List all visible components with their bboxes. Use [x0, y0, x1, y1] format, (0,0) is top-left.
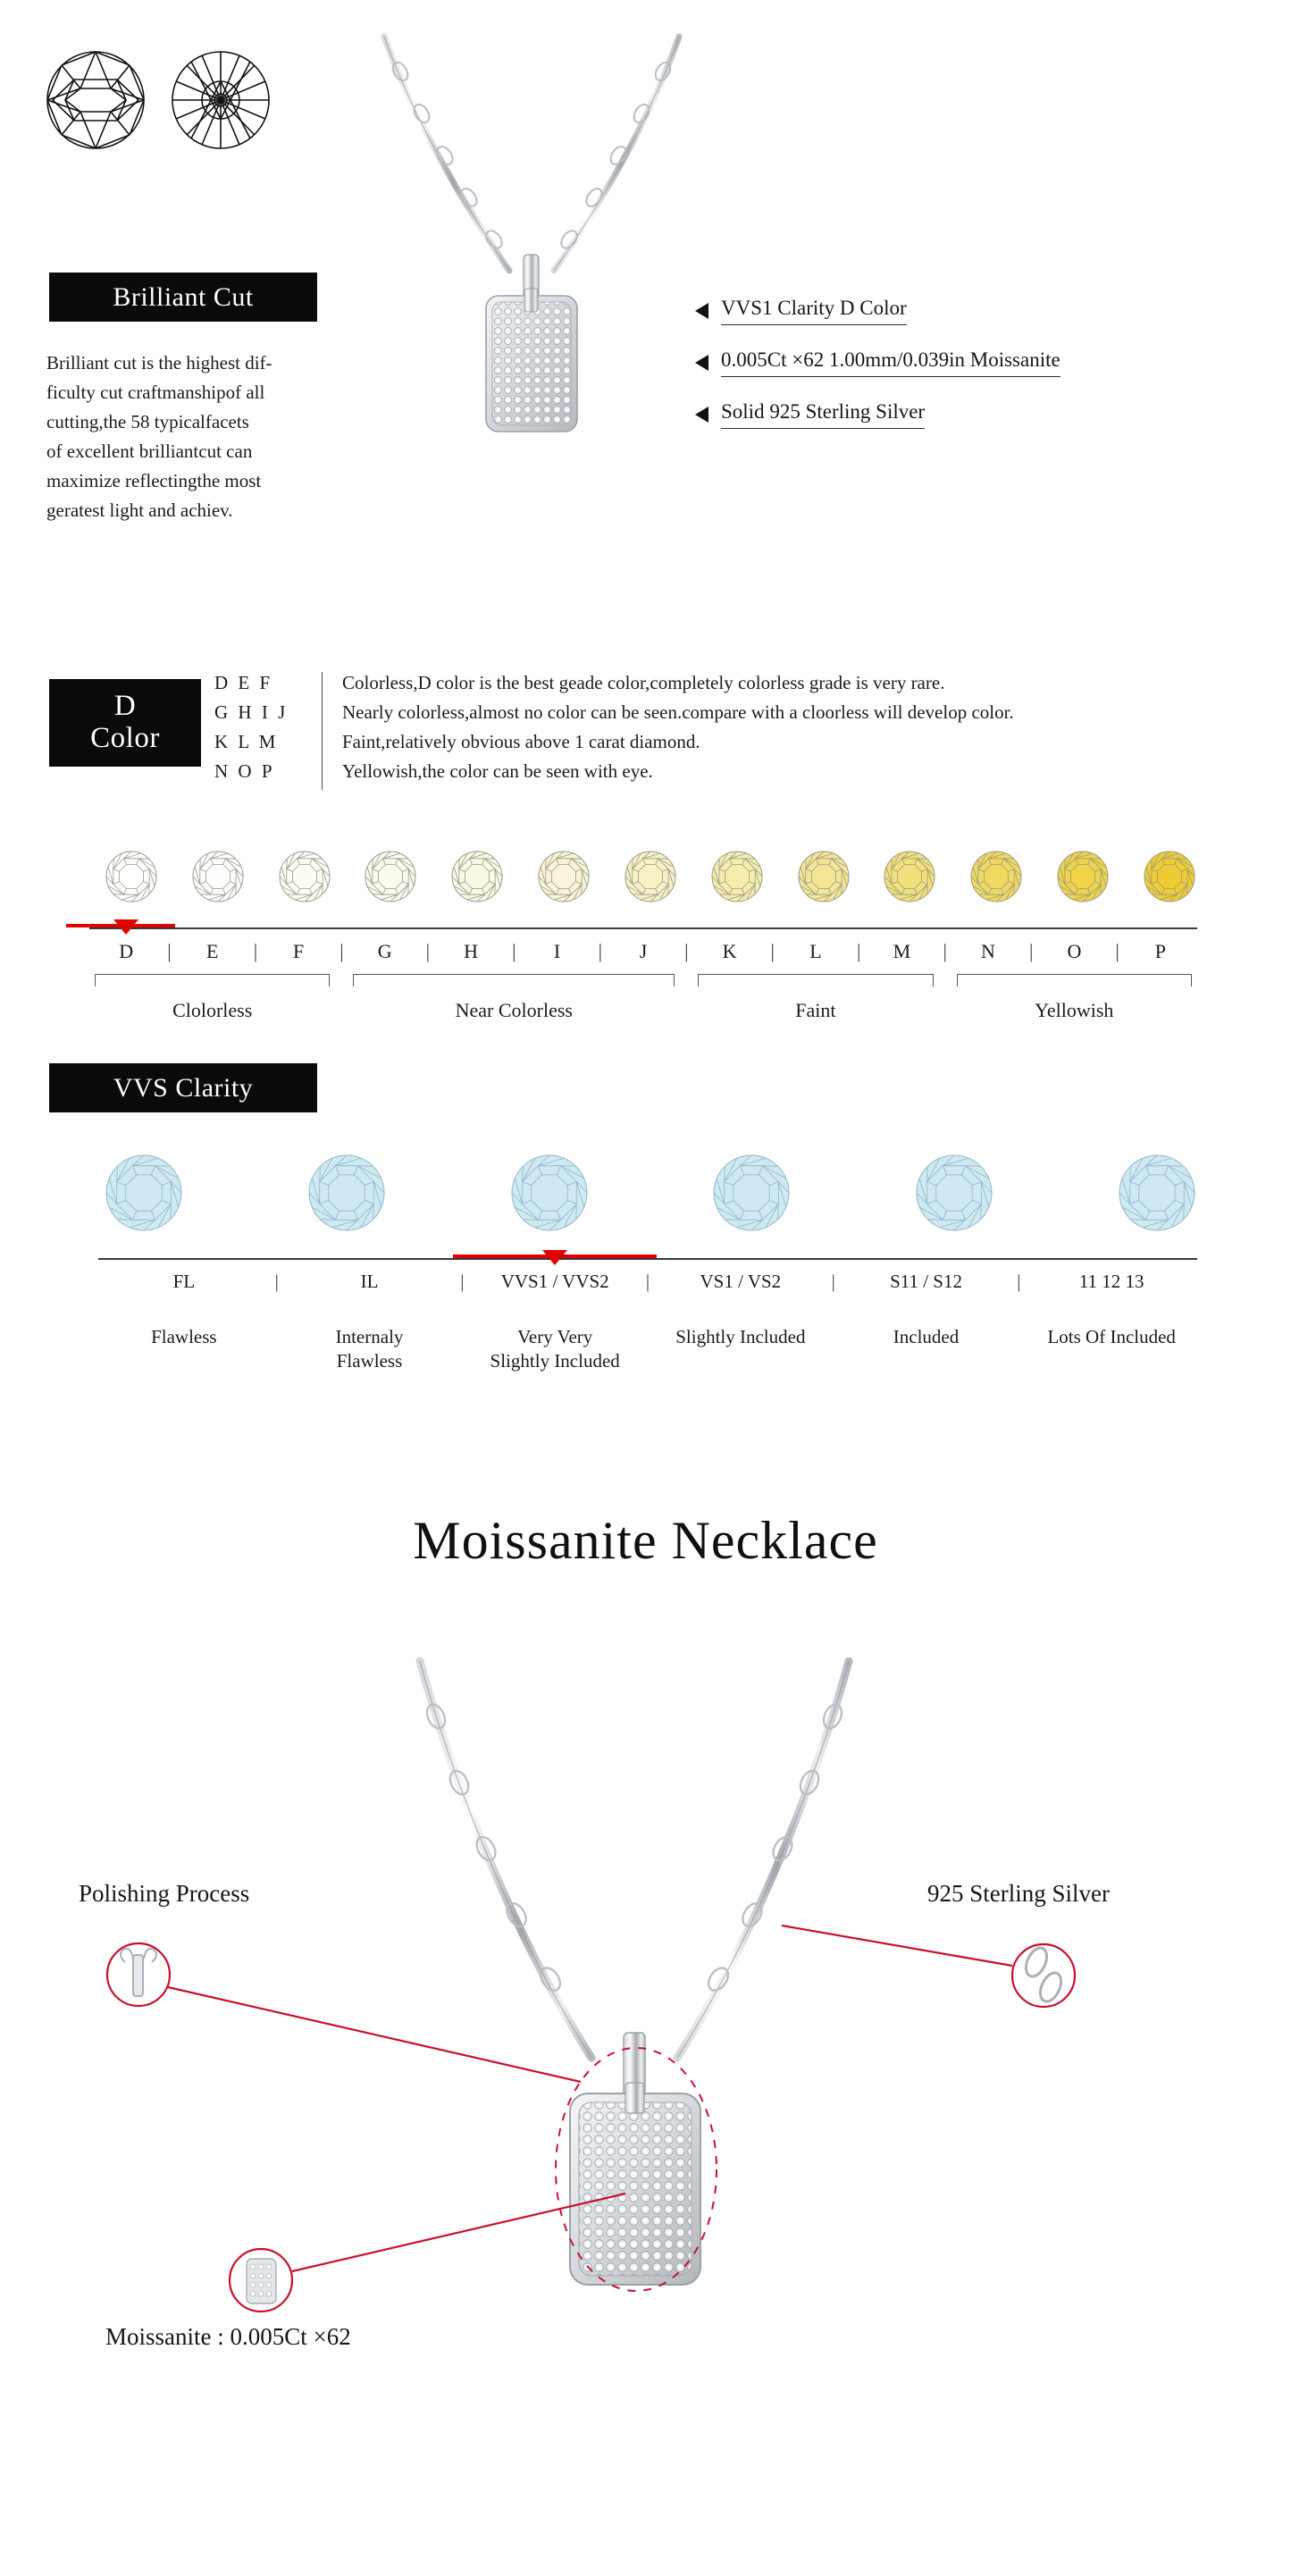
arrow-left-icon [695, 355, 708, 371]
clarity-description: Internaly Flawless [335, 1326, 404, 1372]
divider [322, 760, 323, 790]
color-letter: I [553, 940, 561, 962]
brilliant-cut-chip-label: Brilliant Cut [113, 281, 254, 312]
color-gem [538, 851, 590, 902]
color-gem [798, 851, 850, 902]
color-letter: J [639, 940, 648, 962]
clarity-gem-strip [105, 1153, 1195, 1233]
clarity-description: Very Very Slightly Included [490, 1326, 620, 1372]
color-gem-strip [105, 847, 1195, 906]
color-grade-row [214, 672, 1251, 701]
moissanite-detail-glyph [247, 2259, 276, 2303]
vvs-clarity-chip [49, 1063, 317, 1112]
clarity-grade: S11 / S12 [890, 1271, 962, 1292]
divider [322, 701, 323, 731]
group-bracket [698, 974, 933, 986]
scale-tick: | [598, 940, 603, 962]
brilliant-line: ficulty cut craftmanshipof all [46, 382, 265, 403]
color-group-label: Clolorless [172, 999, 253, 1021]
color-marker-triangle [113, 919, 138, 935]
sterling-detail-glyph [1022, 1944, 1065, 2004]
polishing-callout-label: Polishing Process [79, 1880, 250, 1907]
color-grade-row [214, 701, 1251, 731]
grade-description: Nearly colorless,almost no color can be seen.compare with a cloorless will develop color. [342, 701, 1014, 723]
brilliant-cut-diagrams [45, 49, 322, 152]
clarity-gem [308, 1154, 385, 1231]
diamond-crown-diagram [47, 52, 144, 148]
color-scale-brackets [89, 974, 1197, 994]
color-scale [89, 927, 1197, 1029]
grade-letters: G H I J [214, 701, 289, 723]
bottom-necklace-image [384, 1657, 884, 2462]
d-color-chip-line1: D [113, 690, 137, 723]
clarity-grade: IL [360, 1271, 379, 1292]
feature-label: VVS1 Clarity D Color [721, 295, 907, 325]
desc-spacer [1011, 1325, 1026, 1373]
scale-tick: | [943, 940, 947, 962]
color-grade-table [214, 672, 1251, 790]
hero-necklace-image [375, 31, 688, 585]
scale-tick: | [253, 940, 258, 962]
moissanite-zoom-circle [230, 2249, 292, 2312]
color-letter: F [293, 940, 305, 962]
color-gem [1057, 851, 1109, 902]
brilliant-cut-chip [49, 273, 317, 322]
color-scale-group-labels [89, 999, 1197, 1029]
color-grade-row [214, 731, 1251, 760]
group-bracket [95, 974, 330, 986]
grade-letters: N O P [214, 760, 275, 782]
arrow-left-icon [695, 303, 708, 319]
group-bracket [957, 974, 1192, 986]
scale-tick: | [274, 1271, 279, 1292]
clarity-description: Included [893, 1326, 960, 1347]
brilliant-line: cutting,the 58 typicalfacets [46, 411, 249, 432]
feature-list [695, 295, 1249, 450]
grade-description: Faint,relatively obvious above 1 carat diamond. [342, 731, 700, 752]
clarity-gem [916, 1154, 993, 1231]
scale-tick: | [1017, 1271, 1021, 1292]
color-group-label: Faint [795, 999, 836, 1021]
clarity-grade: VS1 / VS2 [700, 1271, 782, 1292]
clarity-grade: 11 12 13 [1078, 1271, 1144, 1292]
feature-label: Solid 925 Sterling Silver [721, 399, 925, 429]
scale-tick: | [167, 940, 172, 962]
clarity-marker-triangle [542, 1250, 567, 1265]
scale-tick: | [1115, 940, 1119, 962]
color-gem [192, 851, 244, 902]
brilliant-line: maximize reflectingthe most [46, 470, 262, 491]
grade-description: Yellowish,the color can be seen with eye. [342, 760, 653, 782]
d-color-chip-line2: Color [90, 722, 160, 754]
scale-tick: | [645, 1271, 650, 1292]
color-gem [711, 851, 763, 902]
scale-tick: | [684, 940, 689, 962]
brilliant-cut-description [46, 348, 314, 525]
brilliant-line: geratest light and achiev. [46, 499, 233, 521]
diamond-pavilion-diagram [172, 52, 269, 148]
color-letter: L [809, 940, 822, 962]
d-color-chip [49, 679, 201, 767]
desc-spacer [455, 1325, 469, 1373]
color-grade-row [214, 760, 1251, 790]
clarity-grade: FL [172, 1271, 196, 1292]
divider [322, 672, 323, 701]
scale-tick: | [831, 1271, 835, 1292]
color-scale-letters [89, 940, 1197, 963]
color-letter: E [205, 940, 219, 962]
brilliant-line: of excellent brilliantcut can [46, 441, 253, 462]
color-gem [1144, 851, 1195, 902]
color-gem [884, 851, 935, 902]
clarity-description-labels [98, 1325, 1197, 1373]
color-gem [451, 851, 503, 902]
divider [322, 731, 323, 760]
scale-tick: | [857, 940, 861, 962]
color-letter: O [1067, 940, 1082, 962]
desc-spacer [826, 1325, 841, 1373]
color-letter: N [980, 940, 995, 962]
scale-tick: | [340, 940, 344, 962]
color-gem [105, 851, 157, 902]
desc-spacer [641, 1325, 655, 1373]
page-title: Moissanite Necklace [413, 1511, 878, 1570]
polishing-detail-glyph [121, 1949, 156, 1996]
color-gem [625, 851, 676, 902]
color-letter: M [893, 940, 911, 962]
clarity-axis [98, 1258, 1197, 1260]
scale-tick: | [512, 940, 516, 962]
color-letter: K [722, 940, 737, 962]
vvs-clarity-chip-label: VVS Clarity [113, 1072, 254, 1103]
color-letter: G [377, 940, 392, 962]
scale-tick: | [425, 940, 431, 962]
desc-spacer [270, 1325, 284, 1373]
polishing-zoom-circle [107, 1943, 170, 2006]
scale-axis [89, 927, 1197, 929]
color-group-label: Yellowish [1035, 999, 1114, 1021]
color-group-label: Near Colorless [455, 999, 573, 1021]
feature-item [695, 399, 1249, 429]
clarity-grade: VVS1 / VVS2 [500, 1271, 609, 1292]
sterling-zoom-circle [1012, 1944, 1075, 2007]
scale-tick: | [460, 1271, 465, 1292]
clarity-grade-labels [98, 1271, 1197, 1293]
grade-letters: K L M [214, 731, 279, 752]
sterling-callout-label: 925 Sterling Silver [927, 1880, 1110, 1907]
feature-item [695, 295, 1249, 325]
clarity-description: Lots Of Included [1047, 1326, 1176, 1347]
clarity-description: Slightly Included [675, 1326, 806, 1347]
feature-label: 0.005Ct ×62 1.00mm/0.039in Moissanite [721, 347, 1060, 377]
clarity-gem [105, 1154, 182, 1231]
color-letter: H [464, 940, 479, 962]
brilliant-line: Brilliant cut is the highest dif- [46, 352, 272, 373]
scale-tick: | [770, 940, 775, 962]
grade-letters: D E F [214, 672, 273, 693]
feature-item [695, 347, 1249, 377]
clarity-gem [1119, 1154, 1195, 1231]
group-bracket [353, 974, 675, 986]
clarity-description: Flawless [151, 1326, 217, 1347]
color-gem [365, 851, 416, 902]
color-letter: P [1154, 940, 1166, 962]
color-gem [970, 851, 1022, 902]
clarity-gem [511, 1154, 588, 1231]
color-gem [279, 851, 331, 902]
scale-tick: | [1028, 940, 1034, 962]
clarity-scale [98, 1258, 1197, 1373]
color-letter: D [119, 940, 134, 962]
moissanite-callout-label: Moissanite : 0.005Ct ×62 [105, 2323, 351, 2350]
arrow-left-icon [695, 407, 708, 423]
grade-description: Colorless,D color is the best geade color,completely colorless grade is very rare. [342, 672, 945, 693]
clarity-gem [713, 1154, 790, 1231]
